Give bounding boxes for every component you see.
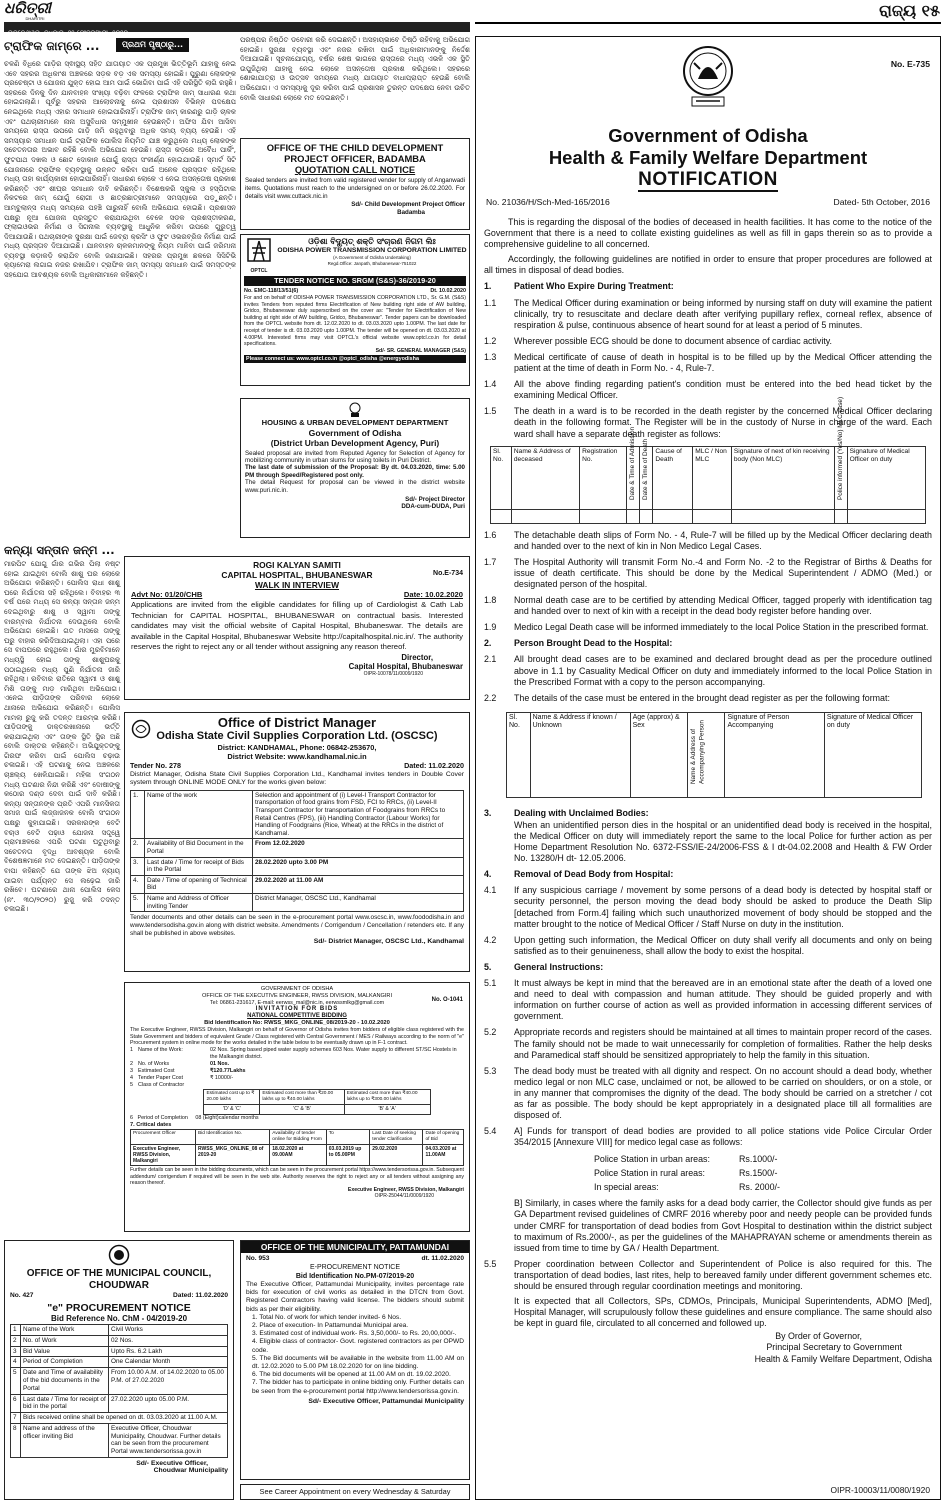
rks-body: Applications are invited from the eligible candidates for filling up of Cardiologist & Cath Lab Technician for CAPITAL HOSPITAL, BHUBANESWAR on contractual basis. Interested candidates may visit the official website of Capital Hospital, Bhubaneswar. The details are available in the Capital Hospital, Bhubaneswar Website http://capitalhospital.nic.in/. The authority reserves the right to reject any or all tender without assigning any reason thereof. [131, 600, 463, 652]
table-row [11, 1394, 228, 1413]
ad-title: OFFICE OF THE CHILD DEVELOPMENT [266, 142, 444, 153]
rks-title-3: WALK IN INTERVIEW [254, 580, 340, 590]
table-cell: Availability of Bid Document in the Portal [145, 839, 253, 857]
story-traffic-jam [4, 36, 236, 536]
choudwar-bid-ref: Bid Reference No. ChM - 04/2019-20 [50, 1314, 188, 1323]
table-cell: No. of Work [21, 1335, 109, 1346]
oscsc-title-2: Odisha State Civil Supplies Corporation Ltd. (OSCSC) [156, 730, 438, 742]
item-1-1: The Medical Officer during examination or being informed by nursing staff on duty will examine the patient clinically, try to resuscitate and declare death after verifying pupillary reflex, corneal reflex, absence of respiration & pulse, continuous absence of heart sound for at least a period of 5 minutes. [514, 297, 932, 330]
signature-line-1: By Order of Governor, [775, 1331, 862, 1342]
table-cell [640, 509, 653, 523]
column-header: Cause of Death [653, 446, 693, 509]
oscsc-logo-icon [131, 719, 151, 739]
table-cell: 8 [11, 1423, 21, 1457]
item-1-8: Normal death case are to be certified by attending Medical Officer, tagged properly with identification tag and handed over to next of kin with a receipt in the dead body register before handing over. [514, 595, 932, 617]
story-headline: କନ୍ୟା ସନ୍ତାନ ଜନ୍ମ ... [4, 543, 115, 557]
table-cell: From 10.00 A.M. of 14.02.2020 to 05.00 P.M. of 27.02.2020 [109, 1368, 228, 1394]
item-value: 01 Nos. [210, 1060, 230, 1067]
table-cell: 3 [11, 1346, 21, 1357]
column-header [640, 438, 653, 509]
closing-para: It is expected that all Collectors, SPs, CDMOs, Principals, Municipal Superintendents, ADMO [Med], Hospital Manager, will scrupulously follow these guidelines and ensure compliance. The same should also be kept in guard file, circulated to all concerned and followed up. [514, 1296, 932, 1329]
oscsc-tender-no: Tender No. 278 [130, 761, 181, 770]
rwss-items [130, 1047, 464, 1089]
ad-title-2: PROJECT OFFICER, BADAMBA [284, 153, 426, 164]
table-cell: Selection and appointment of (i) Level-I Transport Contractor for transportation of food grains from FSD, FCI to RRCs, (ii) Level-II Transport Contractor for transportation of Foodgrains from RRCs to Retail Centres (FPS), (iii) Handling Contractor (Labour Works) for Handling of Foodgrains (Rice, Wheat) at the RRCs in the district of Kandhamal. [253, 790, 464, 839]
optcl-body: For and on behalf of ODISHA POWER TRANSMISSION CORPORATION LTD., Sr. G.M. (S&S) invites Tenders from reputed firms Electrification of New building right side of AW building, Gridco, Bhubaneswar duly superscribed on the cover as: "Tender for Electrification of New building at right side of AW building, Gridco, Bhubaneswar". Tender papers can be downloaded from the OPTCL website from dt. 12.02.2020 to dt. 03.03.2020 upto 1.00PM. The last date for receipt of tender is dt. 03.03.2020 upto 1.00PM. The tender will be opened on dt. 03.03.2020 at 4.00PM. Interested firms may visit OPTCL's official website www.optcl.co.in for detail specifications. [244, 295, 466, 348]
item-value: ₹120.77Lakhs [210, 1067, 246, 1074]
table-row [131, 875, 464, 893]
table-cell: Name and Address of Officer inviting Tender [145, 893, 253, 911]
list-item [130, 1068, 464, 1075]
rwss-signature: Executive Engineer, RWSS Division, Malkangiri [347, 1186, 464, 1193]
table-cell [834, 509, 847, 523]
item-number: 5 [130, 1081, 133, 1088]
table-cell: Civil Works [109, 1325, 228, 1336]
item-1-9: Medico Legal Death case will be informed immediately to the local Police Station in the prescribed format. [514, 622, 929, 633]
item-1-6: The detachable death slips of Form No. - 4, Rule-7 will be filled up by the Medical Officer declaring death and handed over to the next of kin in Non Medico Legal Cases. [514, 529, 932, 551]
hudd-title-3: (District Urban Development Agency, Puri) [270, 437, 440, 448]
rwss-oipr: OIPR-25044/11/0009/1920 [374, 1192, 434, 1199]
notification-para-1: This is regarding the disposal of the bodies of deceased in health facilities. It has come to the notice of the Government that there is a need to collate existing guidelines as well as fill in gaps therein so as to provide a comprehensive guideline to all concerned. [484, 217, 932, 250]
ad-choudwar-municipality [4, 1240, 234, 1500]
notification-oipr: OIPR-10003/11/0080/1920 [830, 1485, 930, 1495]
choudwar-signature-2: Choudwar Municipality [153, 1466, 228, 1474]
ad-optcl-tender [240, 234, 470, 386]
table-cell: 28.02.2020 upto 3.00 PM [253, 857, 464, 875]
table-cell: Upto Rs. 6.2 Lakh [109, 1346, 228, 1357]
odisha-emblem-icon [484, 43, 932, 115]
story-girl-child [4, 540, 120, 1228]
hudd-body-3: The detail Request for proposal can be viewed in the district website www.puri.nic.in. [245, 479, 465, 494]
item-5-2: Appropriate records and registers should be maintained at all times to maintain proper record of the cases. The family should not be made to wait unnecessarily for completion of formalities. Rather the help desks and Paramedical staff should be sensitized appropriately to help the family in this situation. [514, 1027, 932, 1060]
critical-value: 04.03.2020 at 11.00AM [423, 1145, 464, 1166]
table-cell: Period of Completion [21, 1357, 109, 1368]
critical-value: RWSS_MKG_ONLINE_08 of 2019-20 [195, 1145, 269, 1166]
list-item: 4. Eligible class of contractor- Govt. registered contractors as per OPWD code. [252, 1338, 464, 1354]
item-number: 2 [130, 1060, 133, 1067]
optcl-name-en: ODISHA POWER TRANSMISSION CORPORATION LIMITED [277, 247, 467, 254]
item-value [210, 1082, 464, 1089]
critical-value: 03.03.2019 up to 05.00PM [326, 1145, 370, 1166]
choudwar-dated: Dated: 11.02.2020 [173, 1292, 228, 1299]
table-cell: Date and Time of availability of the bid documents in the Portal [21, 1368, 109, 1394]
table-cell: Last date / Time for receipt of bid in the portal [21, 1394, 109, 1413]
pattamundai-items [246, 1314, 464, 1396]
table-cell: One Calendar Month [109, 1357, 228, 1368]
hudd-body-1: Sealed proposal are invited from Reputed Agency for Selection of Agency for mobilizing community in urban slums for using toilets in Puri District. [245, 449, 465, 464]
table-cell: District Manager, OSCSC Ltd., Kandhamal [253, 893, 464, 911]
item-1-2: Wherever possible ECG should be done to document absence of cardiac activity. [514, 335, 833, 346]
list-item: 5. The Bid documents will be available in the website from 11.00 AM on dt. 12.02.2020 to 5.00 PM 18.02.2020 for on line bidding. [252, 1354, 464, 1371]
class-value: 'B' & 'A' [344, 1104, 430, 1115]
column-header: Name & Address of deceased [511, 446, 579, 509]
optcl-name-or: ଓଡ଼ିଶା ବିଦ୍ୟୁତ୍ ଶକ୍ତି ସଂଚାରଣ ନିଗମ ଲିଃ [308, 237, 436, 246]
column-header: Signature of next of kin receiving body (Non MLC) [731, 446, 834, 509]
table-cell: 2. [131, 839, 145, 857]
item-5-5: Proper coordination between Collector and Superintendent of Police is also required for this. The transportation of dead bodies, last rites, help to bereaved family under different government schemes etc. should be ensured through regular coordination meetings and monitoring. [514, 1258, 932, 1291]
logo-text: ଧରିତ୍ରୀ [4, 0, 51, 17]
logo-sub: DHARITRI [25, 16, 45, 21]
item-4-1: If any suspicious carriage / movement by some persons of a dead body is detected by hospital staff or security personnel, the person moving the dead body should be asked to produce the Death Slip [detached from Form.4] failing which such unauthorized movement of body should be stopped and the matter brought to the notice of Medical Officer / Staff Nurse on duty in the institution. [514, 885, 932, 929]
rwss-body: The Executive Engineer, RWSS Division, Malkangiri on behalf of Governor of Odisha invites from bidders of eligible class registered with the State Government and bidders of equivalent Grade / Class registered with Central Government / MES / Railways according to the norm of "e" Procurement system in online mode for the works detailed in the table below to be eventually drawn up in F-1 contract. [130, 1027, 464, 1047]
section-3-heading: Dealing with Unclaimed Bodies: [514, 807, 649, 818]
rate-label: Police Station in urban areas: [594, 1154, 710, 1165]
section-5-heading: General Instructions: [514, 961, 604, 972]
rate-label: Police Station in rural areas: [594, 1168, 705, 1179]
choudwar-no: No. 427 [10, 1292, 34, 1299]
pattamundai-body: The Executive Officer, Pattamundai Municipality, invites percentage rate bids for execution of civil works as detailed in the DTCN from Govt. Registered Contractors having valid license. The bidders should submit bids as per their eligibility. [246, 1281, 464, 1313]
column-header [834, 396, 847, 509]
item-5-1: It must always be kept in mind that the bereaved are in an emotional state after the death of a loved one and need to deal with compassion and human attitude. They should be guided properly and with information on further course of action as well as provided information in accessing different services of government. [514, 978, 932, 1022]
item-4-2: Upon getting such information, the Medical Officer on duty shall verify all documents and only on being satisfied as to their genuineness, shall allow the body to exist the hospital. [514, 934, 932, 956]
rwss-l2: OFFICE OF THE EXECUTIVE ENGINEER, RWSS DIVISION, MALKANGIRI [201, 992, 392, 999]
section-2-heading: Person Brought Dead to the Hospital: [514, 638, 673, 649]
rks-title: ROGI KALYAN SAMITI [253, 560, 341, 570]
notification-dated: Dated- 5th October, 2016 [833, 197, 930, 207]
table-row [11, 1423, 228, 1457]
column-header: Sl. No. [491, 446, 512, 509]
critical-header: To [326, 1130, 370, 1145]
rate-row [594, 1180, 932, 1194]
pattamundai-dated: dt. 11.02.2020 [421, 1255, 464, 1262]
column-header: Name & Address if known / Unknown [530, 712, 630, 797]
critical-header: Date of opening of Bid [423, 1130, 464, 1145]
class-header: Estimated cost more than ₹20.00 lakhs up to ₹40.00 lakhs [260, 1089, 344, 1104]
list-item: 2. Place of execution- In Pattamundai Municipal area. [252, 1322, 409, 1330]
rwss-ono: No. O-1041 [431, 997, 463, 1003]
item-2-2: The details of the case must be entered in the brought dead register as per the following format: [514, 692, 890, 703]
table-cell: 3. [131, 857, 145, 875]
table-cell [731, 509, 834, 523]
table-row [131, 893, 464, 911]
story-headline [4, 36, 236, 60]
table-cell: Date / Time of opening of Technical Bid [145, 875, 253, 893]
table-cell: 7 [11, 1413, 21, 1424]
rwss-class-table [203, 1089, 430, 1116]
column-header: Signature of Medical Officer on duty [824, 712, 921, 797]
hudd-body-2: The last date of submission of the Proposal: By dt. 04.03.2020, time: 5.00 PM through Speed/Registered post only. [245, 464, 465, 479]
optcl-contact: Please connect us: www.optcl.co.in @optcl_odisha @energyodisha [244, 355, 466, 363]
continued-tag: ପ୍ରଥମ ପୃଷ୍ଠାରୁ... [116, 38, 189, 52]
rate-row [594, 1166, 932, 1180]
list-item [130, 1047, 464, 1061]
notification-health-dept: No. E-735 Government of Odisha Health & Family Welfare Department NOTIFICATION No. 21036/H/Sch-Med-165/2016 Dated- 5th October, 2016 This is regarding the disposal of the bodies of deceased in health facilities. It has come to the notice of the Government that there is a need to collate existing guidelines as well as fill in gaps therein so as to provide a comprehensive guideline to all concerned. Accordingly, the following guidelines are notified in order to ensure that proper procedures are followed at all times in disposal of dead bodies. 1. Patient Who Expire During Treatment: 1.1 The Medical Officer during examination or being informed by nursing staff on duty will examine the patient clinically, try to resuscitate and declare death after verifying pupillary reflex, corneal reflex, absence of respiration & pulse, continuous absence of heart sound for at least a period of 5 minutes. 1.2 Wherever possible ECG should be done to document absence of cardiac activity. 1.3 Medical certificate of cause of death in hospital is to be filled up by the Medical Officer attending the patient at the time of death in Form No. - 4, Rule-7. 1.4 All the above finding regarding patient's condition must be entered into the bed head ticket by the examining Medical Officer. 1.5 The death in a ward is to be recorded in the death register by the concerned Medical Officer declaring death in the following format. The Register will be in the custody of Nurse in charge of the ward. Each ward shall have a separate death register as follows: Sl. No. Name & Address of deceased Registration No. Date & Time of Admission Date & Time of Death Cause of Death MLC / Non MLC Signature of next of kin receiving body (Non MLC) Police informed (Yes/No) MLC case) Signature of Medical Officer on duty 1.6 The detachable death slips of Form No. - 4, Rule-7 will be filled up by the Medical Officer declaring death and handed over to the next of kin in Non Medico Legal Cases. 1.7 The Hospital Authority will transmit Form No.-4 and Form No. -2 to the Registrar of Births & Deaths for issue of death certificate. This should be done by the Medical Superintendent / ADMO (Med.) or designated person of the hospital. 1.8 Normal death case are to be certified by attending Medical Officer, tagged properly with identification tag and handed over to next of kin with a receipt in the dead body register before handing over. 1.9 Medico Legal Death case will be informed immediately to the local Police Station in the prescribed format. 2. Person Brought Dead to the Hospital: 2.1 All brought dead cases are to be examined and declared brought dead as per the procedure outlined above in 1.1 by Casuality Medical Officer on duty and immediately informed to the local Police Station in the Prescribed Format with a copy to the person accompanying. 2.2 The details of the case must be entered in the brought dead register as per the following format: Sl. No. Name & Address if known / Unknown Age (approx) & Sex Name & Address of Accompanying Person Signature of Person Accompanying Signature of Medical Officer on duty 3. Dealing with Unclaimed Bodies: When an unidentified person dies in the hospital or an unidentified dead body is received in the hospital, the Medical Officer on duty will immediately report the same to the local Police for further action as per Home Department Resolution No. 6372-FSS/IE-24/2006-FSS & I dt-04.02.2008 and Health & FW Order No. 13280/H dt- 12.05.2006. 4. Removal of Dead Body from Hospital: 4.1 If any suspicious carriage / movement by some persons of a dead body is detected by hospital staff or security personnel, the person moving the dead body should be asked to produce the Death Slip [detached from Form.4] failing which such unauthorized movement of body should be stopped and the matter brought to the notice of Medical Officer / Staff Nurse on duty in the institution. 4.2 Upon getting such information, the Medical Officer on duty shall verify all documents and only on being satisfied as to their genuineness, shall allow the body to exist the hospital. 5. General Instructions: 5.1 It must always be kept in mind that the bereaved are in an emotional state after the death of a loved one and need to deal with compassion and human attitude. They should be guided properly and with information on further course of action as well as provided information in accessing different services of government. 5.2 Appropriate records and registers should be maintained at all times to maintain proper record of the cases. The family should not be made to wait unnecessarily for completion of formalities. Rather the help desks and Paramedical staff should be sensitized appropriately to help the family in this situation. 5.3 The dead body must be treated with all dignity and respect. On no account should a dead body, whether medico legal or non MLC case, unclaimed or not, be allowed to be carried on shoulders, or on a stole, or in any manner that compromises the dignity of the dead. The body should be carried on a stretcher / cot as far as possible. The body should be kept appropriately in a designated place till all formalities are disposed of. 5.4 A] Funds for transport of dead bodies are provided to all police stations vide Police Circular Order 354/2015 [Annexure VIII] for medico legal case as follows: Police Station in urban areas: Rs.1000/- Police Station in rural areas: Rs.1500/- In special areas: Rs. 2000/- B] Similarly, in cases where the family asks for a dead body carrier, the Collector should give funds as per GA Department revised guidelines of CMRF 2016 whereby poor and needy people can be provided funds under CMRF for transportation of dead bodies from Govt Hospital to destination within the district subject to maximum of Rs.2000/-, as per the guidelines of the MAHAPRAYAN scheme or amendments therein as issued from time to time by GA / Health Department. 5.5 Proper coordination between Collector and Superintendent of Police is also required for this. The transportation of dead bodies, last rites, help to bereaved family under different government schemes etc. should be ensured through regular coordination meetings and monitoring. It is expected that all Collectors, SPs, CDMOs, Principals, Municipal Superintendents, ADMO [Med], Hospital Manager, will scrupulously follow these guidelines and ensure compliance. The same should also be kept in guard file, circulated to all concerned and followed up. By Order of Governor, Principal Secretary to Government Health & Family Welfare Department, Odisha OIPR-10003/11/0080/1920 [475, 36, 941, 1500]
item-number: 3 [130, 1067, 133, 1074]
table-cell [847, 509, 925, 523]
critical-header: Last Date of seeking tender Clarification [370, 1130, 423, 1145]
table-cell [511, 509, 579, 523]
rwss-l1: GOVERNMENT OF ODISHA [260, 986, 334, 992]
optcl-ref-date: Dt. 10.02.2020 [430, 288, 466, 294]
oscsc-title: Office of District Manager [217, 715, 377, 730]
signature-line-2: Principal Secretary to Government [766, 1342, 902, 1353]
critical-value: 29.02.2020 [370, 1145, 423, 1166]
table-cell: Bids received online shall be opened on dt. 03.03.2020 at 11.00 A.M. [21, 1413, 228, 1424]
oscsc-district: District: KANDHAMAL, Phone: 06842-253670, [217, 743, 377, 752]
odisha-emblem-icon [245, 402, 465, 418]
column-header: Sl. No. [507, 712, 531, 797]
table-cell: 1. [131, 790, 145, 839]
column-header [688, 712, 725, 797]
item-1-5: The death in a ward is to be recorded in the death register by the concerned Medical Officer declaring death in the following format. The Register will be in the custody of Nurse in charge of the ward. Each ward shall have a separate death register as follows: [514, 406, 932, 439]
item-1-4: All the above finding regarding patient's condition must be entered into the bed head ticket by the examining Medical Officer. [514, 379, 932, 401]
page-label: ରାଜ୍ୟ ୧୫ [879, 1, 940, 20]
table-cell: 6 [11, 1394, 21, 1413]
table-cell: 1 [11, 1325, 21, 1336]
column-header: Signature of Medical Officer on duty [847, 446, 925, 509]
class-header: Estimated cost up to ₹ 20.00 lakhs [204, 1089, 260, 1104]
brought-dead-table [506, 712, 922, 798]
item-5-4b: B] Similarly, in cases where the family asks for a dead body carrier, the Collector should give funds as per GA Department revised guidelines of CMRF 2016 whereby poor and needy people can be provided funds under CMRF for transportation of dead bodies from Govt Hospital to destination within the district subject to maximum of Rs.2000/-, as per the guidelines of the MAHAPRAYAN scheme or amendments therein as issued from time to time by GA / Health Department. [514, 1198, 932, 1253]
rks-title-2: CAPITAL HOSPITAL, BHUBANESWAR [221, 570, 373, 580]
table-cell: Bid Value [21, 1346, 109, 1357]
ad-hudd-puri [240, 398, 470, 538]
table-cell: 4. [131, 875, 145, 893]
oscsc-table [130, 790, 464, 912]
pattamundai-signature: Sd/- Executive Officer, Pattamundai Municipality [308, 1397, 464, 1405]
oscsc-intro: District Manager, Odisha State Civil Supplies Corporation Ltd., Kandhamal invites tenders in Double Cover system through ONLINE MODE ONLY for the works given below: [130, 771, 464, 787]
rwss-l4: INVITATION FOR BIDS [255, 1006, 339, 1013]
table-cell: 29.02.2020 at 11.00 AM [253, 875, 464, 893]
rate-row [594, 1152, 932, 1166]
choudwar-title: OFFICE OF THE MUNICIPAL COUNCIL, [26, 1268, 212, 1279]
list-item: 6. The bid documents will be opened at 11.00 AM on dt. 19.02.2020. [252, 1371, 451, 1379]
pattamundai-bid-id: Bid Identification No.PM-07/2019-20 [295, 1272, 415, 1280]
item-1-3: Medical certificate of cause of death in hospital is to be filled up by the Medical Officer attending the patient at the time of death in Form No. - 4, Rule-7. [514, 351, 932, 374]
item-5-4a: A] Funds for transport of dead bodies are provided to all police stations vide Police Circular Order 354/2015 [Annexure VIII] for medico legal case as follows: [514, 1126, 932, 1148]
rotated-header-text: Date & Time of Death [642, 438, 650, 500]
hudd-signature-2: DDA-cum-DUDA, Puri [401, 503, 465, 511]
story-body: ଚଳଣି ବିଧିରେ ଗାଡ଼ିର ସ୍ଵାସ୍ଥ୍ୟ ସହିତ ଯାତାୟାତ ଏକ ପ୍ରମୁଖ ଭିତ୍ତିଭୂମି ଯାହାକୁ ନେଇ ଏବେ ସହରର ଅଧିକାଂଶ ଅଞ୍ଚଳରେ ସଡ଼କ ବଡ଼ ଏକ ସମସ୍ୟା ହୋଇଛି। ପୁରୁଣା ଲୋକଙ୍କ ପ୍ରଚେଷ୍ଟା ଓ ଯୋଜନା ଯୁକ୍ତ ହୋଇ ଆମ ପାଇଁ ଭୋଗିବା ପାଇଁ ଏହି ପରିସ୍ଥିତି ଲାଗି ରହୁଛି। ସହରରେ ଦିନକୁ ଦିନ ଯାନବାହନ ସଂଖ୍ୟା ବଢ଼ିବା ଫଳରେ ଟ୍ରାଫିକ ଜାମ୍ ସାଧାରଣ କଥା ହୋଇଗଲାଣି। ପୂର୍ବରୁ ସହରର ଆଲୋଚନାକୁ ନେଇ ପ୍ରଶାସନ ବିଭିନ୍ନ ପଦକ୍ଷେପ ନେଇଥିଲେ ମଧ୍ୟ ଏହାର ସମାଧାନ ହୋଇପାରିନାହିଁ। ଟ୍ରାଫିକ ଜାମ୍ କାରଣରୁ ଗାଡ଼ି ଚାଳକ ଏବଂ ପଥଚାରୀମାନେ ନାନା ଅସୁବିଧାର ସମ୍ମୁଖୀନ ହେଉଛନ୍ତି। ଅଫିସ ଯିବା ଆସିବା ସମୟରେ ରାସ୍ତା ଉପରେ ଗାଡ଼ି ଜମି ରହୁଥିବାରୁ ଅଧିକ ସମୟ ବ୍ୟୟ ହେଉଛି। ଏହି ସମସ୍ୟାର ସମାଧାନ ପାଇଁ ଟ୍ରାଫିକ ପୋଲିସ ନିୟମିତ ଯାଞ୍ଚ କରୁଥିଲେ ମଧ୍ୟ ଲୋକଙ୍କ ସଚେତନତାର ଅଭାବ ରହିଛି ବୋଲି ଅଭିଯୋଗ ହେଉଛି। ରାସ୍ତା କଡ଼ରେ ଅବୈଧ ପାର୍କିଂ, ଫୁଟପାଥ ଦଖଲ ଓ ଛୋଟ ଦୋକାନ ଯୋଗୁଁ ରାସ୍ତା ସଂକୀର୍ଣ୍ଣ ହୋଇଯାଉଛି। ସ୍ମାର୍ଟ ସିଟି ଯୋଜନାରେ ଟ୍ରାଫିକ ବ୍ୟବସ୍ଥାକୁ ଉନ୍ନତ କରିବା ପାଇଁ ଅନେକ ପ୍ରସ୍ତାବ ରହିଥିଲେ ମଧ୍ୟ ତାହା କାର୍ଯ୍ୟକାରୀ ହୋଇପାରିନାହିଁ। ସାଧାରଣ ଲୋକେ ଏ ନେଇ ଅସନ୍ତୋଷ ପ୍ରକାଶ କରିଛନ୍ତି ଏବଂ ଶୀଘ୍ର ସମାଧାନ ଦାବି କରିଛନ୍ତି। ବିଶେଷକରି ସ୍କୁଲ ଓ ହସ୍ପିଟାଲ ନିକଟରେ ଜାମ୍ ଯୋଗୁଁ ରୋଗୀ ଓ ଛାତ୍ରଛାତ୍ରୀମାନେ ସମସ୍ୟାରେ ପଡ଼ୁଛନ୍ତି। ଆମ୍ବୁଲାନ୍ସ ମଧ୍ୟ ସମୟରେ ପହଞ୍ଚି ପାରୁନାହିଁ ବୋଲି ଅଭିଯୋଗ ହୋଇଛି। ପ୍ରଶାସନ ପକ୍ଷରୁ ନୂଆ ଯୋଜନା ପ୍ରସ୍ତୁତ କରାଯାଉଥିବା ବେଳେ ସଡ଼କ ପ୍ରଶସ୍ତୀକରଣ, ଫ୍ଲାଇଓଭର ନିର୍ମାଣ ଓ ସିଗନାଲ ବ୍ୟବସ୍ଥାକୁ ଆଧୁନିକ କରିବା ଉପରେ ଗୁରୁତ୍ୱ ଦିଆଯାଉଛି। ପଥଚାରୀଙ୍କ ସୁରକ୍ଷା ପାଇଁ ଜେବ୍ରା କ୍ରସିଂ ଓ ଫୁଟ ଓଭରବ୍ରିଜ ନିର୍ମାଣ ପାଇଁ ମଧ୍ୟ ପ୍ରସ୍ତାବ ଦିଆଯାଇଛି। ଯାନବାହନ ଚାଳକମାନଙ୍କୁ ନିୟମ ମାନିବା ପାଇଁ ଜରିମାନା ବ୍ୟବସ୍ଥା କଡ଼ାକଡ଼ି କରାଯିବ ବୋଲି ଜଣାଯାଇଛି। ସହରର ପ୍ରମୁଖ ଛକରେ ସିସିଟିଭି କ୍ୟାମେରା ଲଗାଇ ନଜର ରଖାଯିବ। ଟ୍ରାଫିକ ଜାମ୍ ସମସ୍ୟା ସମାଧାନ ପାଇଁ ସମସ୍ତଙ୍କ ସହଯୋଗ ଆବଶ୍ୟକ ବୋଲି ଅଧିକାରୀମାନେ କହିଛନ୍ତି। [4, 60, 236, 280]
pattamundai-no: No. 953 [246, 1255, 270, 1262]
critical-header: Availability of tender online for Bidding From [270, 1130, 327, 1145]
column-header: Registration No. [580, 446, 627, 509]
choudwar-title-3: "e" PROCUREMENT NOTICE [47, 1302, 191, 1314]
table-cell: From 12.02.2020 [253, 839, 464, 857]
item-label: No. of Works [138, 1060, 170, 1067]
item-value: ₹ 10000/- [210, 1074, 234, 1081]
table-cell [693, 509, 732, 523]
critical-header: Procurement Officer [131, 1130, 196, 1145]
table-row [11, 1413, 228, 1424]
list-item [130, 1082, 464, 1089]
column-header: Signature of Person Accompanying [725, 712, 824, 797]
story-continuation: ପରଷ୍ପର ନିଷ୍ଠିତ ଡବୋରୀ କରି ଦେଇଛନ୍ତି। ଅସହାୟଭାବେ ତିଷ୍ଠି ରହିବାକୁ ଅଭିଯୋଗ ହୋଇଛି। ସୁରକ୍ଷା ବ୍ୟବସ୍ଥା ଏବଂ ନଜର ରଖିବା ପାଇଁ ଅଧିକାରୀମାନଙ୍କୁ ନିର୍ଦ୍ଦେଶ ଦିଆଯାଇଛି। ସୂଚନାଯୋଗ୍ୟ, ବର୍ଷର ଶେଷ ଭାଗରେ ରାସ୍ତାରେ ମଧ୍ୟ ଏଭଳି ଏକ ସ୍ଥିତି ଉପୁଜିଥିଲା ଯାହାକୁ ନେଇ ଲୋକେ ଅସନ୍ତୋଷ ପ୍ରକାଶ କରିଥିଲେ। ସହରରେ ଶୋଭାଯାତ୍ରା ଓ ଉତ୍ସବ ସମୟରେ ମଧ୍ୟ ଯାତାୟାତ ବାଧାପ୍ରାପ୍ତ ହେଉଛି ବୋଲି ଅଭିଯୋଗ। ଏ ସମସ୍ୟାକୁ ଦୂର କରିବା ପାଇଁ ପ୍ରଶାସନ ତୁରନ୍ତ ପଦକ୍ଷେପ ନେବା ଉଚିତ ବୋଲି ସାଧାରଣ ଲୋକେ ମତ ଦେଇଛନ୍ତି। [240, 36, 470, 102]
ad-pattamundai-municipality [240, 1240, 470, 1480]
item-2-1: All brought dead cases are to be examined and declared brought dead as per the procedure outlined above in 1.1 by Casuality Medical Officer on duty and immediately informed to the local Police Station in the Prescribed Format with a copy to the person accompanying. [514, 654, 932, 687]
oscsc-dated: Dated: 11.02.2020 [404, 761, 464, 770]
pattamundai-sub: E-PROCUREMENT NOTICE [309, 1264, 401, 1271]
choudwar-logo-icon [10, 1244, 228, 1268]
table-row [11, 1335, 228, 1346]
item-3: When an unidentified person dies in the hospital or an unidentified dead body is received in the hospital, the Medical Officer on duty will immediately report the same to the local Police for further action as per Home Department Resolution No. 6372-FSS/IE-24/2006-FSS & I dt-04.02.2008 and Health & FW Order No. 13280/H dt- 12.05.2006. [514, 819, 932, 864]
rate-label: In special areas: [594, 1182, 659, 1193]
rwss-l3: Tel: 06861-231617, E-mail: eerwss_mal@nic.in, eerwssmlkg@gmail.com [209, 999, 385, 1006]
pattamundai-title: OFFICE OF THE MUNICIPALITY, PATTAMUNDAI [241, 1241, 469, 1253]
column-header: Age (approx) & Sex [630, 712, 688, 797]
table-cell: Executive Officer, Choudwar Municipality, Choudwar. Further details can be seen from the procurement Portal www.tendersorissa.gov.in [109, 1423, 228, 1457]
rwss-bid-id: Bid Identification No: RWSS_MKG_ONLINE_08/2019-20 - 10.02.2020 [204, 1020, 390, 1027]
dateline-bar [4, 22, 470, 37]
hudd-signature: Sd/- Project Director [405, 495, 465, 503]
ad-capital-hospital [124, 556, 470, 700]
signature-line-3: Health & Family Welfare Department, Odisha [754, 1353, 932, 1364]
item-1-7: The Hospital Authority will transmit Form No.-4 and Form No. -2 to the Registrar of Births & Deaths for issue of death certificate. This should be done by the Medical Superintendent / ADMO (Med.) or designated person of the hospital. [514, 556, 932, 589]
choudwar-signature: Sd/- Executive Officer, [136, 1459, 208, 1467]
headline-text: ଟ୍ରାଫିକ ଜାମ୍‌ରେ ... [4, 39, 100, 53]
table-cell: 4 [11, 1357, 21, 1368]
list-item [130, 1075, 464, 1082]
table-row [11, 1325, 228, 1336]
rotated-header-text: Name & Address of Accompanying Person [690, 719, 707, 784]
notification-para-2: Accordingly, the following guidelines are notified in order to ensure that proper procedures are followed at all times in disposal of dead bodies. [484, 254, 932, 276]
ad-cdpo-badamba [240, 138, 470, 230]
table-row [11, 1368, 228, 1394]
rwss-critical-table [130, 1129, 464, 1166]
optcl-addr: Regd.Office: Janpath, Bhubaneswar-751022 [327, 261, 417, 266]
item-number: 4 [130, 1074, 133, 1081]
notification-heading: NOTIFICATION [638, 169, 778, 190]
table-cell: Last date / Time for receipt of Bids in the Portal [145, 857, 253, 875]
newspaper-logo [4, 0, 66, 22]
notification-title: Government of Odisha [608, 125, 808, 146]
class-header: Estimated cost more than ₹40.00 lakhs up to ₹300.00 lakhs [344, 1089, 430, 1104]
class-value: 'C' & 'B' [260, 1104, 344, 1115]
item-label: Estimated Cost [138, 1067, 175, 1074]
table-cell: 5 [11, 1368, 21, 1394]
ad-oscsc-kandhamal [124, 712, 470, 972]
table-cell [580, 509, 627, 523]
table-cell: 02 Nos. [109, 1335, 228, 1346]
table-cell: Name of the work [145, 790, 253, 839]
rate-value: Rs.1500/- [739, 1168, 778, 1179]
table-cell: Name of the Work [21, 1325, 109, 1336]
notification-eno: No. E-735 [890, 59, 930, 69]
optcl-logo-icon [244, 237, 274, 273]
rwss-critical: 7. Critical dates [130, 1122, 172, 1129]
table-cell: 2 [11, 1335, 21, 1346]
item-label: Tender Paper Cost [138, 1074, 183, 1081]
table-row [131, 839, 464, 857]
item-5-3: The dead body must be treated with all dignity and respect. On no account should a dead body, whether medico legal or non MLC case, unclaimed or not, be allowed to be carried on shoulders, or on a stole, or in any manner that compromises the dignity of the dead. The body should be carried on a stretcher / cot as far as possible. The body should be kept appropriately in a designated place till all formalities are disposed of. [514, 1065, 932, 1121]
rks-signature-2: Capital Hospital, Bhubaneswar [348, 661, 463, 671]
rate-value: Rs.1000/- [739, 1154, 778, 1165]
hudd-title-2: Government of Odisha [308, 427, 402, 438]
rks-advt: Advt No: 01/20/CHB [131, 590, 203, 599]
rotated-header-text: Police informed (Yes/No) MLC case) [836, 396, 844, 500]
optcl-ref: No. EMC-118/13/51(6) [244, 288, 299, 294]
item-label: Name of the Work: [138, 1046, 183, 1053]
choudwar-table [10, 1324, 228, 1458]
notification-ref: No. 21036/H/Sch-Med-165/2016 [486, 197, 610, 207]
table-row [131, 790, 464, 839]
column-header [627, 426, 640, 509]
table-cell: 27.02.2020 upto 05.00 P.M. [109, 1394, 228, 1413]
section-1-heading: Patient Who Expire During Treatment: [514, 281, 674, 292]
transport-rates [594, 1152, 932, 1194]
list-item [130, 1061, 464, 1068]
table-cell [653, 509, 693, 523]
hudd-title: HOUSING & URBAN DEVELOPMENT DEPARTMENT [261, 418, 449, 427]
optcl-signature: Sd/- SR. GENERAL MANAGER (S&S) [375, 347, 466, 354]
list-item: 3. Estimated cost of individual work- Rs. 3,50,000/- to Rs. 20,00,000/-. [252, 1330, 457, 1338]
rks-signature: Director, [401, 652, 433, 662]
table-cell: 5. [131, 893, 145, 911]
oscsc-footer: Tender documents and other details can be seen in the e-procurement portal www.oscsc.in, www.foododisha.in and www.tendersodisha.gov.in along with district website. Amendments / Corrigendum / Cencellation / retenders etc. If any shall be published in above websites. [130, 914, 464, 937]
section-4-heading: Removal of Dead Body from Hospital: [514, 869, 674, 880]
item-value: 02 Nos. Spring based piped water supply schemes 603 Nos. Water supply to different ST/SC Hostels in the Malkangiri district. [210, 1046, 457, 1060]
ad-subtitle: QUOTATION CALL NOTICE [294, 164, 416, 175]
rotated-header-text: Date & Time of Admission [629, 426, 637, 500]
oscsc-website: District Website: www.kandhamal.nic.in [227, 752, 367, 761]
table-row [11, 1357, 228, 1368]
ad-signature: Sd/- Child Development Project Officer [351, 201, 465, 208]
rate-value: Rs. 2000/- [739, 1182, 780, 1193]
item-label: Class of Contractor [138, 1081, 185, 1088]
critical-value: 18.02.2020 at 09.00AM [270, 1145, 327, 1166]
table-row [11, 1346, 228, 1357]
rks-date: Date: 10.02.2020 [403, 590, 463, 599]
story-body: ମାରପିଟ ଯୋଗୁ ଗାଁର ଗଭିର ପିଲା ନଷ୍ଟ ହୋଇ ଯାଇଥିବା ବୋଲି ଶାଶୁ ଘର ଲୋକେ ଅଭିଯୋଗ କରିଛନ୍ତି। ପୋଲିସ ରାଧା ଶାଶୁ ଘରେ ନିର୍ଯାତନା ସହି ରହିଥିଲେ। ବିବାହର ୩ ବର୍ଷ ପରେ ମଧ୍ୟ ସେ କନ୍ୟା ସନ୍ତାନ ଜନ୍ମ ଦେଇଥିବାରୁ ଶାଶୁ ଓ ସ୍ୱାମୀ ତାଙ୍କୁ ବାରମ୍ବାର ନିର୍ଯାତନା ଦେଉଥିଲେ ବୋଲି ଅଭିଯୋଗ ହୋଇଛି। ଗତ ମାସରେ ତାଙ୍କୁ ଘରୁ ବାହାର କରିଦିଆଯାଇଥିଲା। ଏହା ପରେ ସେ ବାପଘରେ ରହୁଥିଲେ। ଗାଁର ମୁରବିମାନେ ମଧ୍ୟସ୍ଥି ହୋଇ ତାଙ୍କୁ ଶାଶୁଘରକୁ ପଠାଇଥିଲେ ମଧ୍ୟ ପୁଣି ନିର୍ଯାତନା ଜାରି ରହିଥିଲା। ରବିବାର ରାତିରେ ସ୍ୱାମୀ ଓ ଶାଶୁ ମିଶି ତାଙ୍କୁ ମାଡ଼ ମାରିଥିବା ଅଭିଯୋଗ। ଏନେଇ ପୀଡ଼ିତାଙ୍କ ପରିବାର ଲୋକେ ଥାନାରେ ଅଭିଯୋଗ କରିଛନ୍ତି। ପୋଲିସ ମାମଲା ରୁଜୁ କରି ତଦନ୍ତ ଆରମ୍ଭ କରିଛି। ପୀଡ଼ିତାଙ୍କୁ ଡାକ୍ତରଖାନାରେ ଭର୍ତ୍ତି କରାଯାଇଥିଲା ଏବଂ ତାଙ୍କ ସ୍ଥିତି ସ୍ଥିର ଅଛି ବୋଲି ଡାକ୍ତର କହିଛନ୍ତି। ଅଭିଯୁକ୍ତଙ୍କୁ ଗିରଫ କରିବା ପାଇଁ ପୋଲିସ ଚଢ଼ାଉ ଚଳାଇଛି। ଏହି ଘଟଣାକୁ ନେଇ ଅଞ୍ଚଳରେ ଚାଞ୍ଚଲ୍ୟ ଖେଳିଯାଇଛି। ମହିଳା ସଂଗଠନ ମଧ୍ୟ ଘଟଣାର ନିନ୍ଦା କରିଛି ଏବଂ ଦୋଷୀଙ୍କୁ କଠୋର ଦଣ୍ଡ ଦେବା ପାଇଁ ଦାବି କରିଛି। କନ୍ୟା ସନ୍ତାନଙ୍କ ପ୍ରତି ଏପରି ମାନସିକତା ସମାଜ ପାଇଁ ଲଜ୍ଜାଜନକ ବୋଲି ସଂଗଠନ ପକ୍ଷରୁ କୁହାଯାଇଛି। ସରକାରଙ୍କ ବେଟି ବଚାଓ ବେଟି ପଢ଼ାଓ ଯୋଜନା ସତ୍ତ୍ୱେ ଗ୍ରାମାଞ୍ଚଳରେ ଏପରି ଘଟଣା ଘଟୁଥିବାରୁ ସଚେତନତା ବୃଦ୍ଧି ଆବଶ୍ୟକ ବୋଲି ବିଶେଷଜ୍ଞମାନେ ମତ ଦେଇଛନ୍ତି। ପୀଡ଼ିତାଙ୍କ ବାପା କହିଛନ୍ତି ଯେ ତାଙ୍କ ଝିଅ ନ୍ୟାୟ ପାଇବା ପର୍ଯ୍ୟନ୍ତ ସେ ଲଢ଼େଇ ଜାରି ରଖିବେ। ଘଟଣାରେ ଥାନା ପୋଲିସ କେସ (ନଂ. ୩୦/୨୦୨୦) ରୁଜୁ କରି ତଦନ୍ତ ଚଳାଇଛି। [4, 560, 120, 914]
rwss-l5: NATIONAL COMPETITIVE BIDDING [247, 1013, 347, 1020]
rwss-period: 6 Period of Completion 08 (Eight)calendar months [130, 1115, 259, 1122]
rwss-notes: Further details can be seen in the bidding documents, which can be seen in the procurement portal https://www.tendersorissa.gov.in. Subsequent addendum/ corrigendum if required will be seen in the web site. Authority reserves the right to reject any or all tenders without assigning any reason thereof. [130, 1167, 464, 1187]
table-cell [491, 509, 512, 523]
rks-oipr: OIPR-10078/11/0009/1920 [363, 670, 423, 677]
masthead [0, 0, 945, 22]
ad-body: Sealed tenders are invited from valid registered vender for supply of Anganwadi items. Quotations must reach to the undersigned on or before 26.02.2020. For details visit www.cuttack.nic.in [245, 177, 465, 200]
class-value: 'D' & 'C' [204, 1104, 260, 1115]
critical-header: Bid Identification No. [195, 1130, 269, 1145]
table-cell [627, 509, 640, 523]
choudwar-title-2: CHOUDWAR [89, 1280, 149, 1291]
ad-place: Badamba [397, 209, 425, 216]
oscsc-signature: Sd/- District Manager, OSCSC Ltd., Kandhamal [313, 937, 464, 945]
table-row [131, 857, 464, 875]
optcl-sub: (A Government of Odisha Undertaking) [333, 255, 411, 260]
notification-dept: Health & Family Welfare Department [548, 147, 868, 168]
table-cell: Name and address of the officer inviting Bid [21, 1423, 109, 1457]
optcl-logo-text: OPTCL [250, 268, 268, 274]
list-item: 1. Total No. of work for which tender invited- 6 Nos. [252, 1313, 402, 1321]
column-header: MLC / Non MLC [693, 446, 732, 509]
dateline: ଭୁବନେଶ୍ୱର, ବୁଧବାର, ୧୨ ଫେବ୍ରୁଆରୀ, ୨୦୨୦ [8, 29, 129, 37]
critical-value: Executive Engineer, RWSS Division, Malkangiri [131, 1145, 196, 1166]
career-banner: See Career Appointment on every Wednesday & Saturday [240, 1484, 470, 1500]
ad-rwss-malkangiri [124, 982, 470, 1232]
list-item: 7. The bidder has to participate in online bidding only. Further details can be seen from the e-procurement portal http://www.tendersorissa.gov.in. [252, 1379, 464, 1395]
optcl-notice-title: TENDER NOTICE NO. SRGM (S&S)-36/2019-20 [244, 276, 466, 286]
rks-eno: No.E-734 [433, 570, 463, 577]
item-number: 1 [130, 1046, 133, 1053]
